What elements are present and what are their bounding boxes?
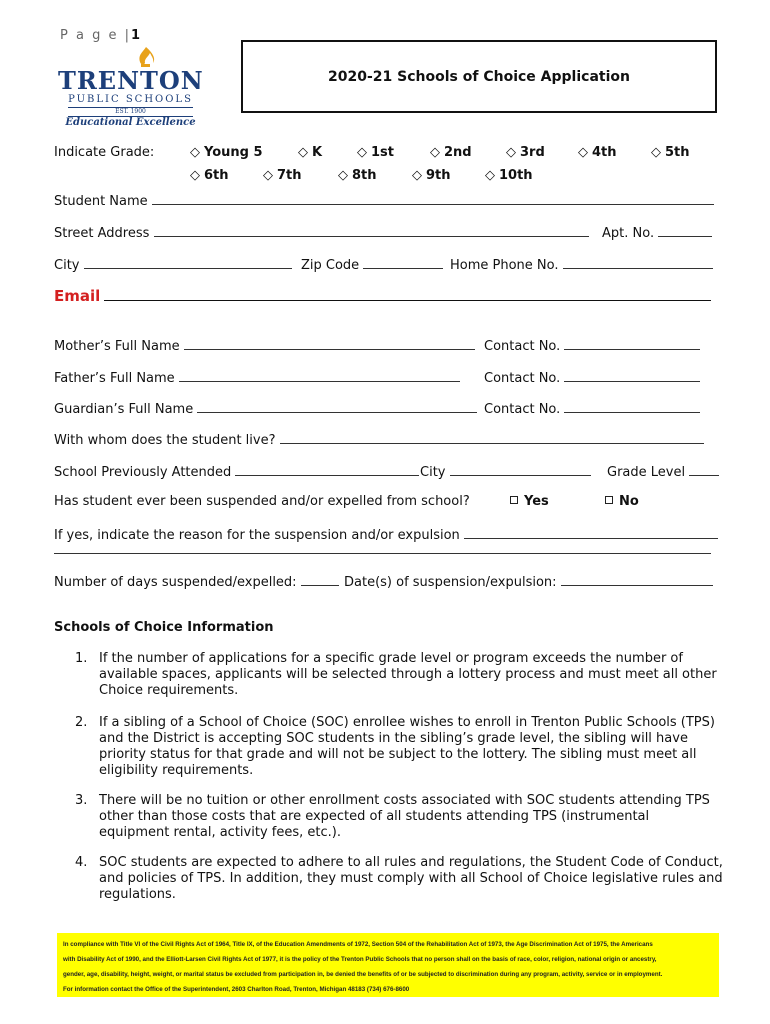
grade-option[interactable]: ◇ 3rd [506,145,545,160]
suspended-no-checkbox[interactable]: No [605,494,639,509]
school-city-field[interactable]: City [420,463,591,480]
grade-option[interactable]: ◇ 8th [338,168,377,183]
grade-level-field[interactable]: Grade Level [607,463,719,480]
checkbox-icon [605,496,613,504]
father-contact-field[interactable]: Contact No. [484,369,700,386]
diamond-icon: ◇ [430,145,440,160]
suspension-reason-line2[interactable] [54,553,711,554]
diamond-icon: ◇ [357,145,367,160]
grade-option[interactable]: ◇ 6th [190,168,229,183]
diamond-icon: ◇ [338,168,348,183]
street-address-field[interactable]: Street Address [54,224,589,241]
suspension-dates-field[interactable]: Date(s) of suspension/expulsion: [344,573,713,590]
zip-code-field[interactable]: Zip Code [301,256,443,273]
city-field[interactable]: City [54,256,292,273]
grade-option[interactable]: ◇ 9th [412,168,451,183]
section-heading: Schools of Choice Information [54,620,274,635]
days-suspended-field[interactable]: Number of days suspended/expelled: [54,573,339,590]
grade-option[interactable]: ◇ 5th [651,145,690,160]
suspended-question: Has student ever been suspended and/or expelled from school? [54,494,470,509]
apt-no-field[interactable]: Apt. No. [602,224,712,241]
grade-option[interactable]: ◇ 1st [357,145,394,160]
logo-est: EST. 1900 [68,107,193,117]
lives-with-field[interactable]: With whom does the student live? [54,431,704,448]
mother-name-field[interactable]: Mother’s Full Name [54,337,475,354]
trenton-logo [58,45,203,130]
diamond-icon: ◇ [651,145,661,160]
student-name-field[interactable]: Student Name [54,192,714,209]
logo-tagline: Educational Excellence [65,117,196,128]
logo-sub: PUBLIC SCHOOLS [68,94,193,105]
diamond-icon: ◇ [412,168,422,183]
diamond-icon: ◇ [190,168,200,183]
email-field[interactable]: Email [54,286,711,305]
grade-option[interactable]: ◇ 10th [485,168,533,183]
diamond-icon: ◇ [190,145,200,160]
grade-option[interactable]: ◇ Young 5 [190,145,263,160]
school-previous-field[interactable]: School Previously Attended [54,463,419,480]
diamond-icon: ◇ [506,145,516,160]
suspension-reason-field[interactable]: If yes, indicate the reason for the suspension and/or expulsion [54,526,718,543]
diamond-icon: ◇ [485,168,495,183]
page-number: P a g e |1 [60,28,141,43]
mother-contact-field[interactable]: Contact No. [484,337,700,354]
diamond-icon: ◇ [578,145,588,160]
guardian-name-field[interactable]: Guardian’s Full Name [54,400,477,417]
form-title: 2020-21 Schools of Choice Application [241,40,717,113]
grade-option[interactable]: ◇ 4th [578,145,617,160]
logo-name: TRENTON [58,66,204,95]
guardian-contact-field[interactable]: Contact No. [484,400,700,417]
home-phone-field[interactable]: Home Phone No. [450,256,713,273]
nondiscrimination-notice: In compliance with Title VI of the Civil Rights Act of 1964, Title IX, of the Education Amendments of 1972, Section 504 of the Rehabilitation Act of 1973, the Age Discrimination Act of 1975, the Americans with Disability Act of 1990, and the Elliott-Larsen Civil Rights Act of 1977, it is the policy of the Trenton Public Schools that no person shall on the basis of race, color, religion, national origin or ancestry, gender, age, disability, height, weight, or marital status be excluded from participation in, be denied the benefits of or be subjected to discrimination during any program, activity, service or in employment. For information contact the Office of the Superintendent, 2603 Charlton Road, Trenton, Michigan 48183 (734) 676-8600 [57,933,719,997]
grade-label: Indicate Grade: [54,145,155,160]
grade-option[interactable]: ◇ 7th [263,168,302,183]
grade-option[interactable]: ◇ 2nd [430,145,472,160]
diamond-icon: ◇ [263,168,273,183]
grade-option[interactable]: ◇ K [298,145,323,160]
diamond-icon: ◇ [298,145,308,160]
father-name-field[interactable]: Father’s Full Name [54,369,460,386]
suspended-yes-checkbox[interactable]: Yes [510,494,549,509]
checkbox-icon [510,496,518,504]
